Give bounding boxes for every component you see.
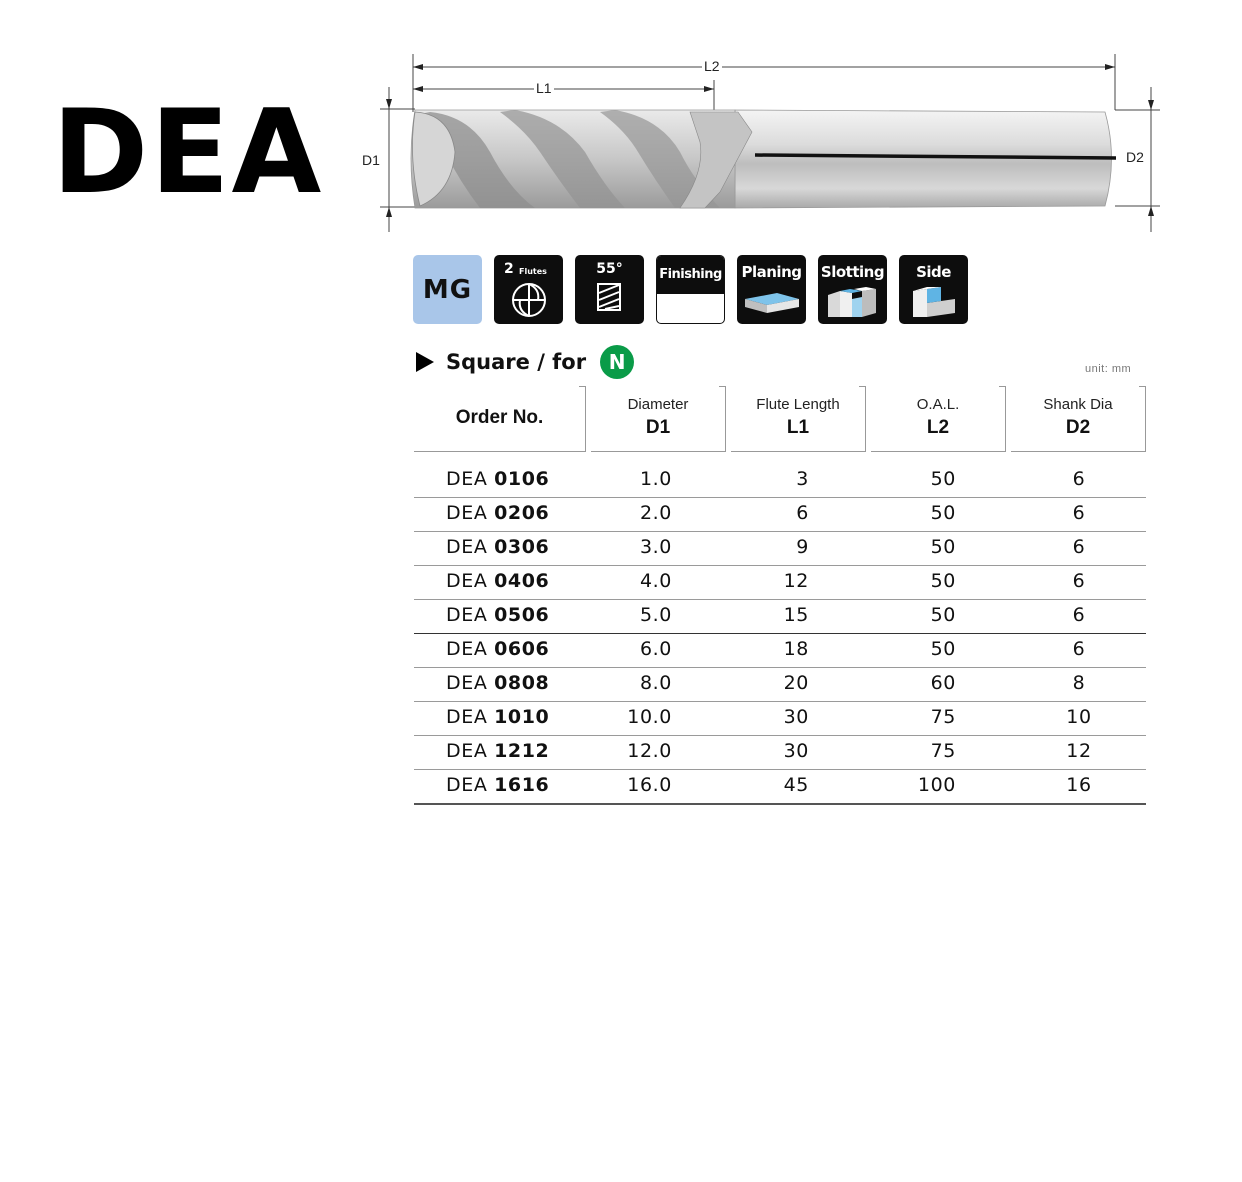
order-no-cell: DEA 0106 bbox=[446, 468, 550, 490]
table-row bbox=[414, 532, 1146, 566]
table-row bbox=[414, 668, 1146, 702]
table-row bbox=[414, 770, 1146, 805]
side-block-icon bbox=[899, 255, 968, 324]
header-order-no bbox=[414, 386, 586, 452]
header-diameter-label: Diameter bbox=[627, 396, 689, 413]
oal-cell: 60 bbox=[930, 672, 956, 694]
shank-dia-cell: 6 bbox=[1072, 468, 1086, 490]
table-row bbox=[414, 600, 1146, 634]
table-row bbox=[414, 736, 1146, 770]
end-mill-illustration bbox=[360, 52, 1180, 242]
slotting-icon bbox=[818, 255, 887, 324]
table-row bbox=[414, 464, 1146, 498]
diameter-cell: 5.0 bbox=[639, 604, 672, 626]
planing-block-icon bbox=[737, 255, 806, 324]
header-oal bbox=[871, 386, 1006, 452]
shank-dia-cell: 8 bbox=[1072, 672, 1086, 694]
dim-l1-label: L1 bbox=[536, 80, 552, 96]
flute-cross-section-icon bbox=[494, 255, 563, 324]
header-shank-dia-code: D2 bbox=[1065, 417, 1091, 438]
header-flute-length-code: L1 bbox=[786, 417, 810, 438]
oal-cell: 75 bbox=[930, 706, 956, 728]
shank-dia-cell: 6 bbox=[1072, 502, 1086, 524]
diameter-cell: 4.0 bbox=[639, 570, 672, 592]
dim-d1-label: D1 bbox=[362, 152, 380, 168]
order-no-cell: DEA 0306 bbox=[446, 536, 550, 558]
oal-cell: 50 bbox=[930, 604, 956, 626]
slotting-label: Slotting bbox=[820, 263, 885, 281]
oal-cell: 50 bbox=[930, 638, 956, 660]
triangle-bullet-icon bbox=[416, 352, 434, 372]
helix-lines-icon bbox=[575, 255, 644, 324]
side-icon bbox=[899, 255, 968, 324]
planing-icon bbox=[737, 255, 806, 324]
oal-cell: 50 bbox=[930, 536, 956, 558]
oal-cell: 75 bbox=[930, 740, 956, 762]
header-diameter-code: D1 bbox=[645, 417, 671, 438]
diameter-cell: 3.0 bbox=[639, 536, 672, 558]
diameter-cell: 16.0 bbox=[627, 774, 672, 796]
planing-label: Planing bbox=[741, 263, 802, 281]
product-title: DEA bbox=[52, 85, 324, 220]
oal-cell: 100 bbox=[917, 774, 956, 796]
diameter-cell: 12.0 bbox=[627, 740, 672, 762]
diameter-cell: 6.0 bbox=[639, 638, 672, 660]
flute-length-cell: 18 bbox=[783, 638, 809, 660]
iso-material-n-badge bbox=[600, 345, 634, 379]
shank-dia-cell: 6 bbox=[1072, 604, 1086, 626]
flutes-word: Flutes bbox=[519, 267, 547, 276]
side-label: Side bbox=[916, 263, 951, 281]
table-row bbox=[414, 498, 1146, 532]
shank-dia-cell: 12 bbox=[1066, 740, 1092, 762]
order-no-cell: DEA 0506 bbox=[446, 604, 550, 626]
shank-dia-cell: 6 bbox=[1072, 570, 1086, 592]
mg-badge-label: MG bbox=[422, 274, 473, 305]
order-no-cell: DEA 1616 bbox=[446, 774, 550, 796]
table-row bbox=[414, 702, 1146, 736]
iso-material-label: N bbox=[608, 350, 626, 374]
header-diameter bbox=[591, 386, 726, 452]
header-shank-dia-label: Shank Dia bbox=[1043, 396, 1113, 413]
table-body bbox=[414, 464, 1146, 805]
feature-icons bbox=[413, 255, 968, 324]
oal-cell: 50 bbox=[930, 468, 956, 490]
finishing-label: Finishing bbox=[659, 267, 722, 282]
end-mill-drawing bbox=[360, 52, 1180, 242]
helix-angle-label: 55° bbox=[596, 261, 623, 277]
flute-length-cell: 30 bbox=[783, 740, 809, 762]
order-no-cell: DEA 1212 bbox=[446, 740, 550, 762]
diameter-cell: 8.0 bbox=[639, 672, 672, 694]
flutes-icon bbox=[494, 255, 563, 324]
table-row bbox=[414, 634, 1146, 668]
header-shank-dia bbox=[1011, 386, 1146, 452]
header-flute-length bbox=[731, 386, 866, 452]
header-oal-label: O.A.L. bbox=[916, 396, 960, 413]
order-no-cell: DEA 1010 bbox=[446, 706, 550, 728]
flute-length-cell: 6 bbox=[796, 502, 809, 524]
spec-table bbox=[414, 386, 1146, 805]
diameter-cell: 10.0 bbox=[627, 706, 672, 728]
flutes-number: 2 bbox=[504, 261, 514, 277]
flute-length-cell: 9 bbox=[796, 536, 809, 558]
slotting-block-icon bbox=[818, 255, 887, 324]
header-flute-length-label: Flute Length bbox=[756, 396, 840, 413]
diameter-cell: 1.0 bbox=[639, 468, 672, 490]
helix-angle-icon bbox=[575, 255, 644, 324]
table-row bbox=[414, 566, 1146, 600]
order-no-cell: DEA 0406 bbox=[446, 570, 550, 592]
shank-dia-cell: 6 bbox=[1072, 536, 1086, 558]
unit-note: unit: mm bbox=[1085, 363, 1132, 375]
flute-length-cell: 12 bbox=[783, 570, 809, 592]
flute-length-cell: 20 bbox=[783, 672, 809, 694]
shank-dia-cell: 16 bbox=[1066, 774, 1092, 796]
section-heading bbox=[416, 345, 634, 379]
flute-length-cell: 3 bbox=[796, 468, 809, 490]
order-no-cell: DEA 0206 bbox=[446, 502, 550, 524]
flute-length-cell: 15 bbox=[783, 604, 809, 626]
shank-dia-cell: 6 bbox=[1072, 638, 1086, 660]
section-title: Square / for bbox=[446, 350, 587, 374]
mg-badge bbox=[413, 255, 482, 324]
dim-l2-label: L2 bbox=[704, 58, 720, 74]
order-no-cell: DEA 0606 bbox=[446, 638, 550, 660]
shank-dia-cell: 10 bbox=[1066, 706, 1092, 728]
order-no-cell: DEA 0808 bbox=[446, 672, 550, 694]
header-oal-code: L2 bbox=[926, 417, 950, 438]
table-header bbox=[414, 386, 1146, 454]
flute-length-cell: 30 bbox=[783, 706, 809, 728]
header-order-no-label: Order No. bbox=[455, 407, 544, 428]
oal-cell: 50 bbox=[930, 570, 956, 592]
diameter-cell: 2.0 bbox=[639, 502, 672, 524]
finishing-icon bbox=[656, 255, 725, 324]
dim-d2-label: D2 bbox=[1126, 149, 1144, 165]
oal-cell: 50 bbox=[930, 502, 956, 524]
flute-length-cell: 45 bbox=[783, 774, 809, 796]
